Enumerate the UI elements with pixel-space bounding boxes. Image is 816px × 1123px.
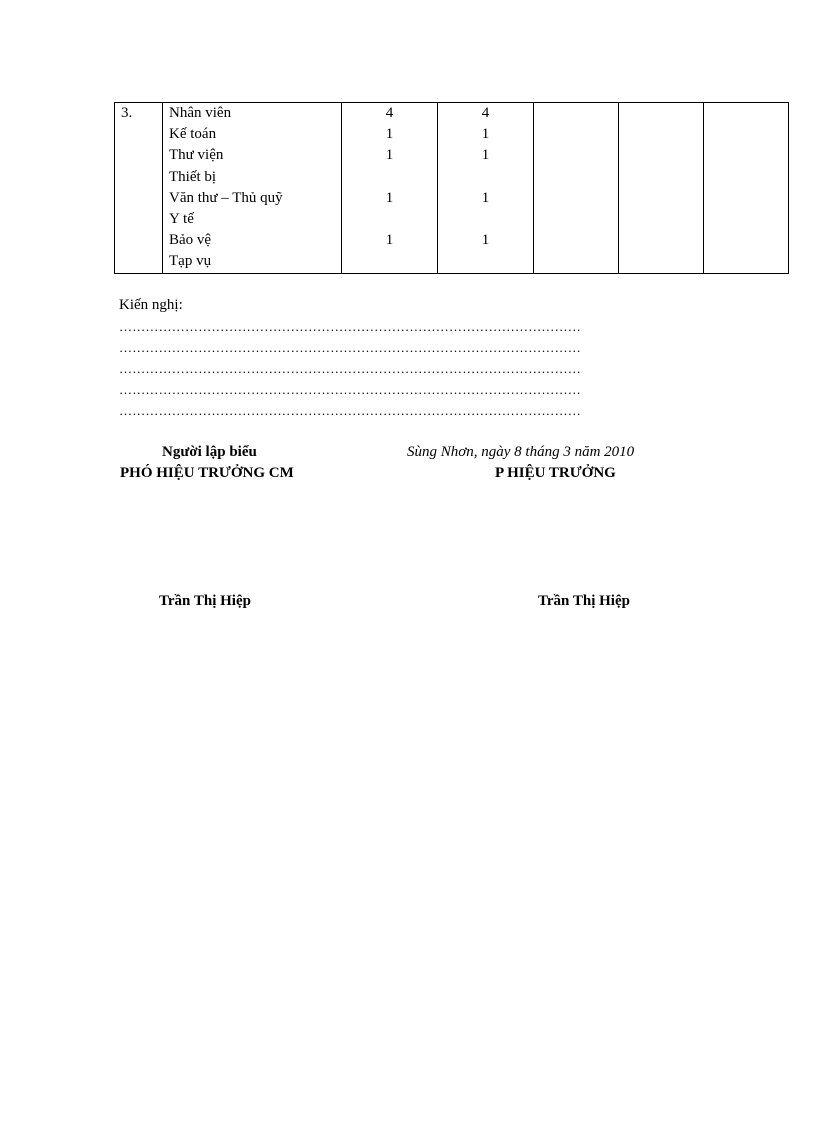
count-value: 1	[481, 232, 490, 249]
count-value: 1	[481, 126, 490, 143]
right-signer-title: P HIỆU TRƯỞNG	[495, 465, 616, 481]
item-name: Văn thư – Thủ quỹ	[169, 189, 283, 206]
count-value	[438, 251, 533, 272]
left-signer-role: Người lập biểu	[162, 444, 257, 460]
empty-cell	[619, 103, 704, 274]
count-value: 1	[481, 147, 490, 164]
staff-table	[114, 102, 789, 274]
count-value	[438, 167, 533, 188]
empty-cell	[704, 103, 789, 274]
count-value	[342, 209, 437, 230]
dotted-line: ……………………………………………………………………………………………	[119, 340, 581, 355]
table-row	[115, 103, 789, 274]
item-name: Bảo vệ	[169, 232, 212, 249]
count-value: 1	[385, 126, 394, 143]
stt-number: 3.	[121, 105, 133, 121]
name-cell	[163, 103, 342, 274]
item-name: Tạp vụ	[169, 253, 212, 270]
dotted-line: ……………………………………………………………………………………………	[119, 382, 581, 397]
place-date: Sùng Nhơn, ngày 8 tháng 3 năm 2010	[407, 444, 635, 460]
count-value: 1	[481, 189, 490, 206]
dotted-line: ……………………………………………………………………………………………	[119, 403, 581, 418]
count-value	[342, 251, 437, 272]
item-name: Nhân viên	[169, 105, 232, 121]
count-value: 4	[385, 105, 394, 121]
item-name: Thư viện	[169, 147, 224, 164]
item-name: Y tế	[169, 210, 194, 227]
count-value: 4	[481, 105, 490, 121]
left-signer-name: Trần Thị Hiệp	[159, 593, 251, 609]
empty-cell	[534, 103, 619, 274]
count-value: 1	[385, 232, 394, 249]
count-value	[438, 209, 533, 230]
dotted-line: ……………………………………………………………………………………………	[119, 361, 581, 376]
recommendation-label: Kiến nghị:	[119, 297, 183, 313]
item-name: Kế toán	[169, 126, 217, 143]
count-cell-1	[342, 103, 438, 274]
count-value: 1	[385, 189, 394, 206]
item-name: Thiết bị	[169, 168, 217, 185]
right-signer-name: Trần Thị Hiệp	[538, 593, 630, 609]
left-signer-title: PHÓ HIỆU TRƯỞNG CM	[120, 465, 294, 481]
stt-cell	[115, 103, 163, 274]
recommendation-section	[119, 294, 581, 421]
count-value	[342, 167, 437, 188]
dotted-line: ……………………………………………………………………………………………	[119, 319, 581, 334]
count-value: 1	[385, 147, 394, 164]
count-cell-2	[438, 103, 534, 274]
